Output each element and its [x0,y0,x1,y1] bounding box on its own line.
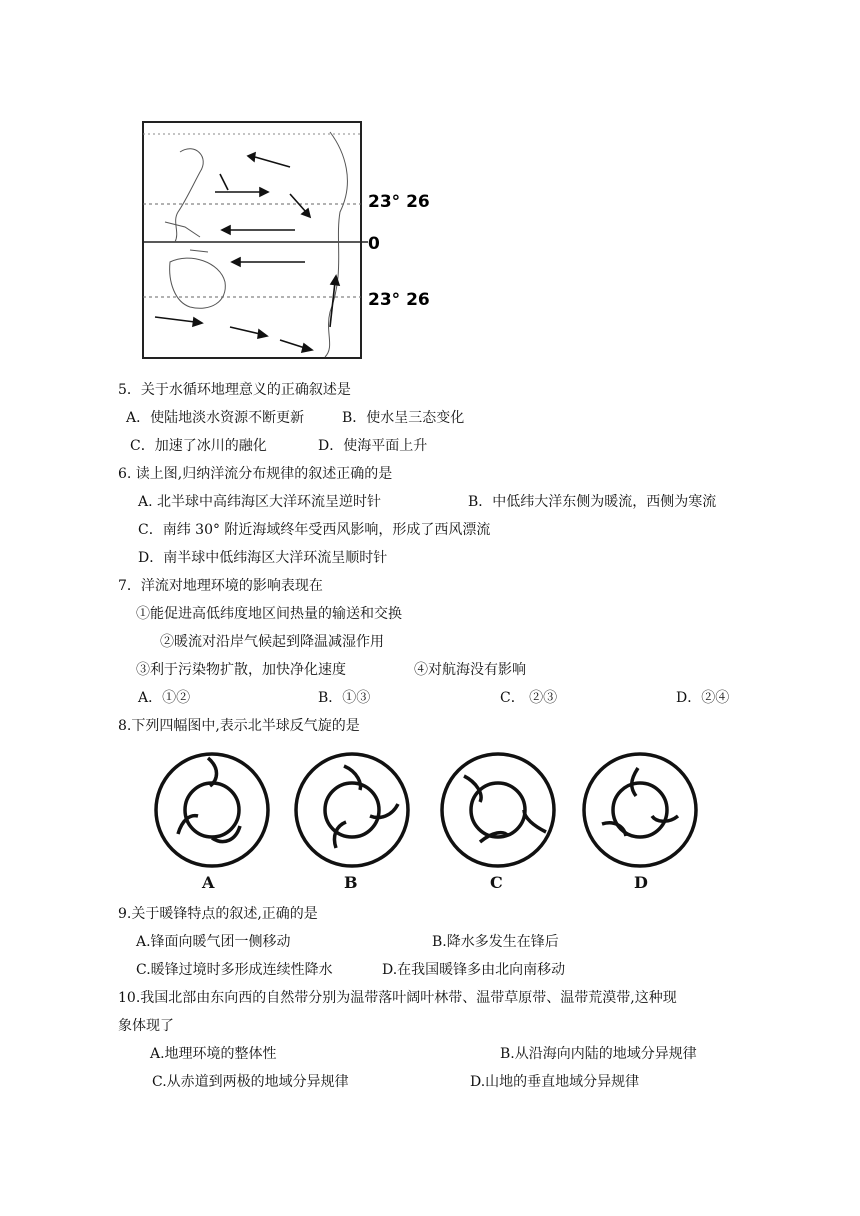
q7-option-c: C． ②③ [500,690,558,706]
q8-stem: 8.下列四幅图中,表示北半球反气旋的是 [118,718,360,734]
ocean-current-map [130,112,470,368]
q10-option-b: B.从沿海向内陆的地域分异规律 [500,1046,697,1062]
q6-option-b: B．中低纬大洋东侧为暖流，西侧为寒流 [468,494,717,510]
q9-option-d: D.在我国暖锋多由北向南移动 [382,962,566,978]
q10-stem-line2: 象体现了 [118,1018,174,1034]
q10-option-d: D.山地的垂直地域分异规律 [470,1074,640,1090]
cyclone-diagrams [140,738,760,898]
lat-south-label: 23° 26 [368,290,430,310]
q6-option-a: A. 北半球中高纬海区大洋环流呈逆时针 [138,494,382,510]
q5-stem: 5．关于水循环地理意义的正确叙述是 [118,382,351,398]
q5-option-c: C．加速了冰川的融化 [130,438,267,454]
q9-option-b: B.降水多发生在锋后 [432,934,559,950]
cyclone-label-a: A [202,873,215,892]
equator-label: 0 [368,234,380,254]
lat-north-label: 23° 26 [368,192,430,212]
q7-option-b: B．①③ [318,690,371,706]
q7-statement-2: ②暖流对沿岸气候起到降温减湿作用 [160,634,384,650]
q9-stem: 9.关于暖锋特点的叙述,正确的是 [118,906,318,922]
q7-statement-1: ①能促进高低纬度地区间热量的输送和交换 [136,606,402,622]
cyclone-label-d: D [634,873,648,892]
q10-stem-line1: 10.我国北部由东向西的自然带分别为温带落叶阔叶林带、温带草原带、温带荒漠带,这种现 [118,990,677,1006]
q10-option-a: A.地理环境的整体性 [150,1046,277,1062]
q7-statement-3: ③利于污染物扩散，加快净化速度 [136,662,346,678]
q10-option-c: C.从赤道到两极的地域分异规律 [152,1074,349,1090]
q7-option-d: D．②④ [676,690,730,706]
q6-option-d: D．南半球中低纬海区大洋环流呈顺时针 [138,550,388,566]
cyclone-label-c: C [490,873,503,892]
q6-stem: 6. 读上图,归纳洋流分布规律的叙述正确的是 [118,466,393,482]
q7-option-a: A．①② [138,690,191,706]
q9-option-c: C.暖锋过境时多形成连续性降水 [136,962,333,978]
q6-option-c: C．南纬 30° 附近海域终年受西风影响，形成了西风漂流 [138,522,491,538]
q5-option-b: B．使水呈三态变化 [342,410,465,426]
q7-statement-4: ④对航海没有影响 [414,662,526,678]
q5-option-a: A．使陆地淡水资源不断更新 [126,410,305,426]
q7-stem: 7．洋流对地理环境的影响表现在 [118,578,323,594]
q9-option-a: A.锋面向暖气团一侧移动 [136,934,291,950]
q5-option-d: D．使海平面上升 [318,438,428,454]
cyclone-label-b: B [344,873,358,892]
